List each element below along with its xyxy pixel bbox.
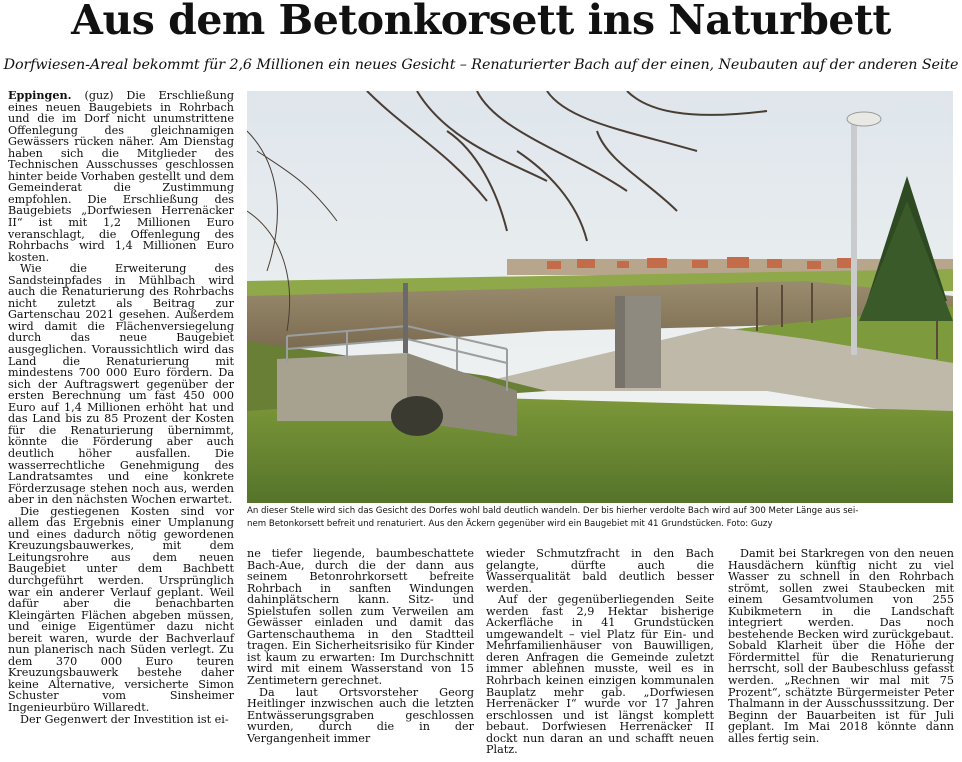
dateline: Eppingen.	[8, 88, 72, 102]
article-paragraph: Damit bei Starkregen von den neuen Hausdächern künftig nicht zu viel Wasser zu schnell in den Rohrbach strömt, sollen zwei Staubecken mit einem Gesamtvolumen von 255 Kubikmetern in die Landschaft integriert werden. Das noch bestehende Becken wird zurückgebaut. Sobald Klarheit über die Höhe der Fördermittel für die Renaturierung herrscht, soll der Baubeschluss gefasst werden. „Rechnen wir mal mit 75 Prozent“, schätzte Bürgermeister Peter Thalmann in der Ausschusssitzung. Der Beginn der Bauarbeiten ist für Juli geplant. Im Mai 2018 könnte dann alles fertig sein.	[728, 547, 954, 745]
article-paragraph: ne tiefer liegende, baumbeschattete Bach-Aue, durch die der dann aus seinem Betonrohrkorsett befreite Rohrbach in sanften Windungen dahinplätschern kann. Sitz- und Spielstufen sollen zum Verweilen am Gewässer einladen und damit das Gartenschauthema in den Stadtteil tragen. Ein Sicherheitsrisiko für Kinder ist kaum zu erwarten: Im Durchschnitt wird mit einem Wasserstand von 15 Zentimetern gerechnet.	[247, 547, 474, 688]
headline: Aus dem Betonkorsett ins Naturbett	[71, 0, 891, 44]
article-paragraph: Die gestiegenen Kosten sind vor allem das Ergebnis einer Umplanung und eines dadurch nötig gewordenen Kreuzungsbauwerkes, mit dem Leitungsrohre aus dem neuen Baugebiet unter dem Bachbett durchgeführt werden. Ursprünglich war ein anderer Verlauf geplant. Weil dafür aber die benachbarten Kleingärten Flächen abgeben müssen, und einige Eigentümer dazu nicht bereit waren, wurde der Bachverlauf nun planerisch nach Süden verlegt. Zu dem 370 000 Euro teuren Kreuzungsbauwerk bestehe daher keine Alternative, versicherte Simon Schuster vom Sinsheimer Ingenieurbüro Willaredt.	[8, 504, 234, 714]
article-column-3	[486, 548, 714, 756]
subheadline: Dorfwiesen-Areal bekommt für 2,6 Millionen ein neues Gesicht – Renaturierter Bach auf der einen, Neubauten auf der anderen Seite	[3, 57, 959, 73]
article-column-1	[8, 90, 234, 725]
article-paragraph: Der Gegenwert der Investition ist ei-	[20, 712, 229, 726]
article-column-4	[728, 548, 954, 744]
article-paragraph	[8, 90, 234, 263]
article-column-2	[247, 548, 474, 744]
article-paragraph: Wie die Erweiterung des Sandsteinpfades in Mühlbach wird auch die Renaturierung des Rohrbachs nicht zuletzt als Beitrag zur Gartenschau 2021 gesehen. Außerdem wird damit die Flächenversiegelung durch das neue Baugebiet ausgeglichen. Voraussichtlich wird das Land die Renaturierung mit mindestens 700 000 Euro fördern. Da sich der Auftragswert gegenüber der ersten Berechnung um fast 450 000 Euro auf 1,4 Millionen erhöht hat und das Land bis zu 85 Prozent der Kosten für die Renaturierung übernimmt, könnte die Förderung aber auch deutlich höher ausfallen. Die wasserrechtliche Genehmigung des Landratsamtes und eine konkrete Förderzusage stehen noch aus, werden aber in den nächsten Wochen erwartet.	[8, 262, 234, 507]
article-paragraph: wieder Schmutzfracht in den Bach gelangte, dürfte auch die Wasserqualität bald deutlich besser werden.	[486, 547, 714, 595]
caption-line: nem Betonkorsett befreit und renaturiert. Aus den Äckern gegenüber wird ein Baugebiet mit 41 Grundstücken. Foto: Guzy	[247, 518, 773, 529]
article-photo	[247, 91, 953, 503]
article-paragraph: Auf der gegenüberliegenden Seite werden fast 2,9 Hektar bisherige Ackerfläche in 41 Grundstücken umgewandelt – viel Platz für Ein- und Mehrfamilienhäuser von Bauwilligen, deren Anfragen die Gemeinde zuletzt immer ablehnen musste, weil es in Rohrbach keinen einzigen kommunalen Bauplatz mehr gab. „Dorfwiesen Herrenäcker I“ wurde vor 17 Jahren erschlossen und ist längst komplett bebaut. Dorfwiesen Herrenäcker II dockt nun daran an und schafft neuen Platz.	[486, 593, 714, 757]
caption-line: An dieser Stelle wird sich das Gesicht des Dorfes wohl bald deutlich wandeln. Der bis hierher verdolte Bach wird auf 300 Meter Länge aus sei-	[247, 506, 859, 516]
landscape-photo	[247, 91, 953, 503]
article-paragraph: Da laut Ortsvorsteher Georg Heitlinger inzwischen auch die letzten Entwässerungsgraben geschlossen wurden, durch die in der Vergangenheit immer	[247, 685, 474, 745]
photo-caption	[247, 505, 953, 530]
paragraph-text: (guz) Die Erschließung eines neuen Baugebiets in Rohrbach und die im Dorf nicht unumstrittene Offenlegung des gleichnamigen Gewässers rücken näher. Am Dienstag haben sich die Mitglieder des Technischen Ausschusses geschlossen hinter beide Vorhaben gestellt und dem Gemeinderat die Zustimmung empfohlen. Die Erschließung des Baugebiets „Dorfwiesen Herrenäcker II“ ist mit 1,2 Millionen Euro veranschlagt, die Offenlegung des Rohrbachs wird 1,4 Millionen Euro kosten.	[8, 89, 234, 264]
